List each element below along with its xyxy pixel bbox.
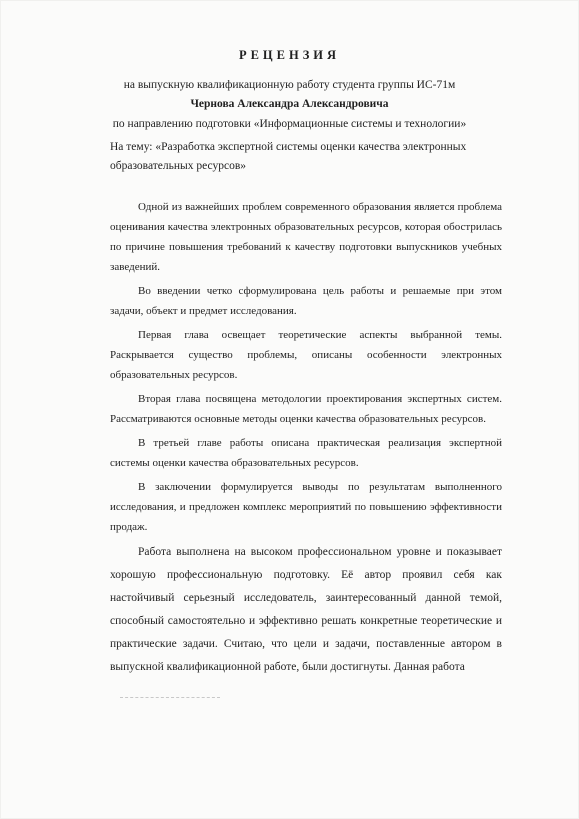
paragraph: В заключении формулируется выводы по результатам выполненного исследования, и предложен комплекс мероприятий по повышению эффективности продаж. bbox=[110, 481, 502, 533]
paragraph: Первая глава освещает теоретические аспекты выбранной темы. Раскрывается существо проблемы, описаны особенности электронных образовательных ресурсов. bbox=[110, 329, 502, 381]
topic-line: На тему: «Разработка экспертной системы оценки качества электронных образовательных ресурсов» bbox=[110, 141, 467, 172]
paragraph: Вторая глава посвящена методологии проектирования экспертных систем. Рассматриваются основные методы оценки качества образовательных ресурсов. bbox=[110, 393, 502, 425]
direction-line: по направлению подготовки «Информационные системы и технологии» bbox=[112, 118, 467, 130]
document-title: РЕЦЕНЗИЯ bbox=[238, 48, 341, 62]
page-footer-mark bbox=[120, 697, 220, 700]
paragraph: В третьей главе работы описана практическая реализация экспертной системы оценки качества образовательных ресурсов. bbox=[110, 437, 502, 469]
document-subtitle: на выпускную квалификационную работу студента группы ИС-71м bbox=[123, 79, 456, 91]
student-name: Чернова Александра Александровича bbox=[190, 98, 389, 110]
paragraph: Работа выполнена на высоком профессиональном уровне и показывает хорошую профессиональную подготовку. Её автор проявил себя как настойчивый серьезный исследователь, заинтересованный данной темой, способный самостоятельно и эффективно решать конкретные теоретические и практические задачи. Считаю, что цели и задачи, поставленные автором в выпускной квалификационной работе, были достигнуты. Данная работа bbox=[110, 546, 502, 673]
paragraph: Во введении четко сформулирована цель работы и решаемые при этом задачи, объект и предмет исследования. bbox=[110, 285, 502, 317]
review-body bbox=[110, 197, 502, 683]
paragraph: Одной из важнейших проблем современного образования является проблема оценивания качества электронных образовательных ресурсов, которая обострилась по причине повышения требований к качеству подготовки выпускников учебных заведений. bbox=[110, 201, 502, 273]
